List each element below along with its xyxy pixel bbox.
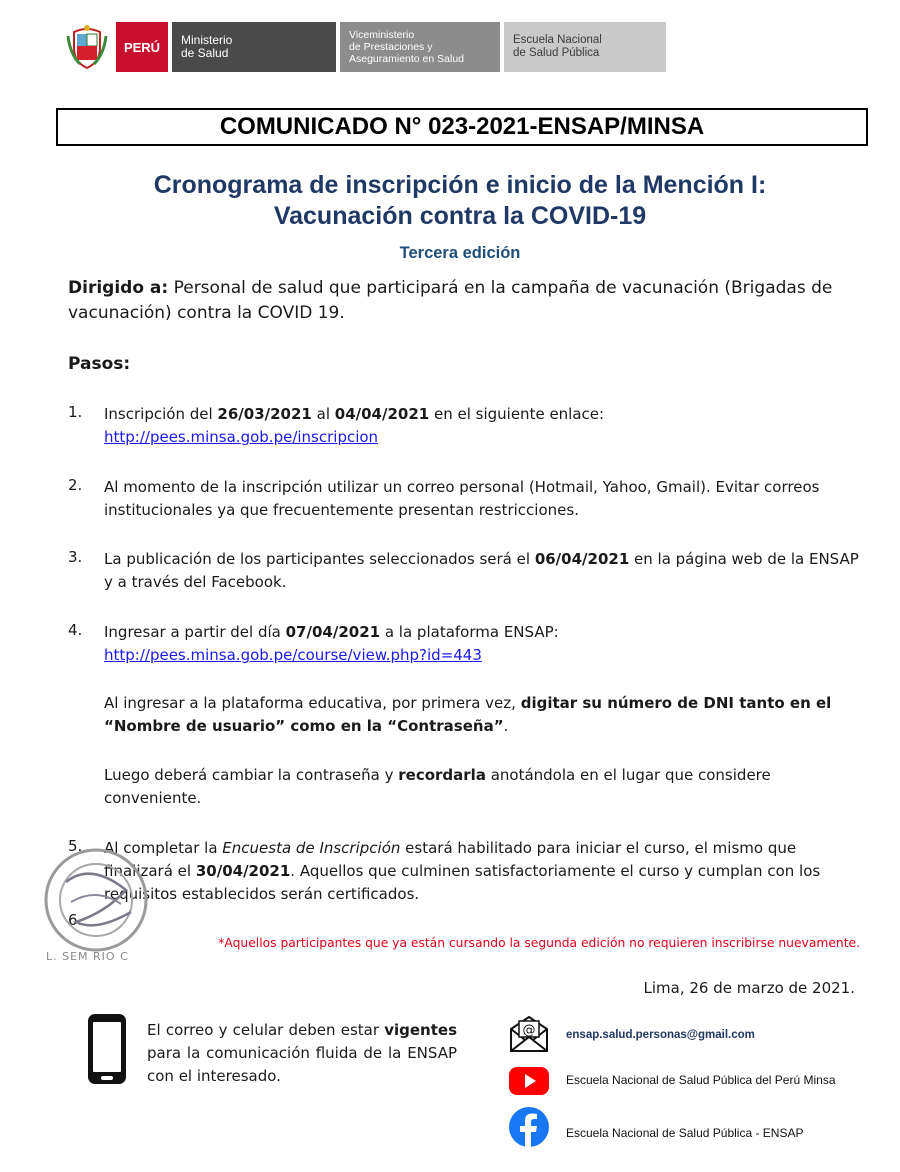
- step-number: 6.: [68, 911, 83, 929]
- youtube-channel[interactable]: Escuela Nacional de Salud Pública del Perú Minsa: [566, 1073, 836, 1087]
- peru-label: PERÚ: [116, 22, 168, 72]
- email-icon: [508, 1013, 550, 1053]
- step-4-login-note: Al ingresar a la plataforma educativa, por primera vez, digitar su número de DNI tanto en el “Nombre de usuario” como en la “Contraseña”.: [104, 694, 832, 735]
- facebook-page[interactable]: Escuela Nacional de Salud Pública - ENSAP: [566, 1126, 804, 1140]
- step-number: 3.: [68, 548, 83, 566]
- youtube-icon: [508, 1066, 550, 1096]
- coat-of-arms-icon: [66, 24, 108, 70]
- step-1: Inscripción del 26/03/2021 al 04/04/2021 en el siguiente enlace: http://pees.minsa.gob.pe/inscripcion: [104, 405, 605, 446]
- contact-note: El correo y celular deben estar vigentes para la comunicación fluida de la ENSAP con el interesado.: [147, 1021, 457, 1085]
- phone-icon: [86, 1012, 128, 1086]
- step-4-password-note: Luego deberá cambiar la contraseña y recordarla anotándola en el lugar que considere conveniente.: [104, 766, 771, 807]
- viceministerio-label: Viceministerio de Prestaciones y Aseguramiento en Salud: [340, 22, 500, 72]
- step-4: Ingresar a partir del día 07/04/2021 a la plataforma ENSAP: http://pees.minsa.gob.pe/course/view.php?id=443: [104, 623, 559, 664]
- seal-text: L. SEM RIO C: [46, 950, 129, 963]
- facebook-icon: [508, 1106, 550, 1148]
- subtitle: Cronograma de inscripción e inicio de la Mención I: Vacunación contra la COVID-19: [153, 171, 767, 230]
- course-link[interactable]: http://pees.minsa.gob.pe/course/view.php?id=443: [104, 646, 482, 664]
- escuela-label: Escuela Nacional de Salud Pública: [504, 22, 666, 72]
- step-number: 5.: [68, 837, 83, 855]
- inscription-link[interactable]: http://pees.minsa.gob.pe/inscripcion: [104, 428, 379, 446]
- svg-text:@: @: [522, 1023, 536, 1038]
- step-number: 2.: [68, 476, 83, 494]
- step-3: La publicación de los participantes seleccionados será el 06/04/2021 en la página web de la ENSAP y a través del Facebook.: [104, 550, 859, 591]
- email-address[interactable]: ensap.salud.personas@gmail.com: [566, 1029, 755, 1041]
- document-title: COMUNICADO N° 023-2021-ENSAP/MINSA: [56, 108, 868, 146]
- step-number: 4.: [68, 621, 83, 639]
- step-number: 1.: [68, 403, 83, 421]
- ministerio-label: Ministerio de Salud: [172, 22, 336, 72]
- steps-heading: Pasos:: [68, 354, 131, 374]
- step-5: Al completar la Encuesta de Inscripción estará habilitado para iniciar el curso, el mismo que finalizará el 30/04/2021. Aquellos que culminen satisfactoriamente el curso y cumplan con los requisitos establecidos serán certificados.: [104, 839, 821, 903]
- edition-label: Tercera edición: [399, 244, 521, 262]
- dateline: Lima, 26 de marzo de 2021.: [643, 979, 855, 997]
- audience-paragraph: Dirigido a: Personal de salud que participará en la campaña de vacunación (Brigadas de vacunación) contra la COVID 19.: [68, 278, 833, 323]
- note-text: *Aquellos participantes que ya están cursando la segunda edición no requieren inscribirse nuevamente.: [218, 936, 860, 950]
- step-2: Al momento de la inscripción utilizar un correo personal (Hotmail, Yahoo, Gmail). Evitar correos institucionales ya que frecuentemente presentan restricciones.: [104, 478, 820, 519]
